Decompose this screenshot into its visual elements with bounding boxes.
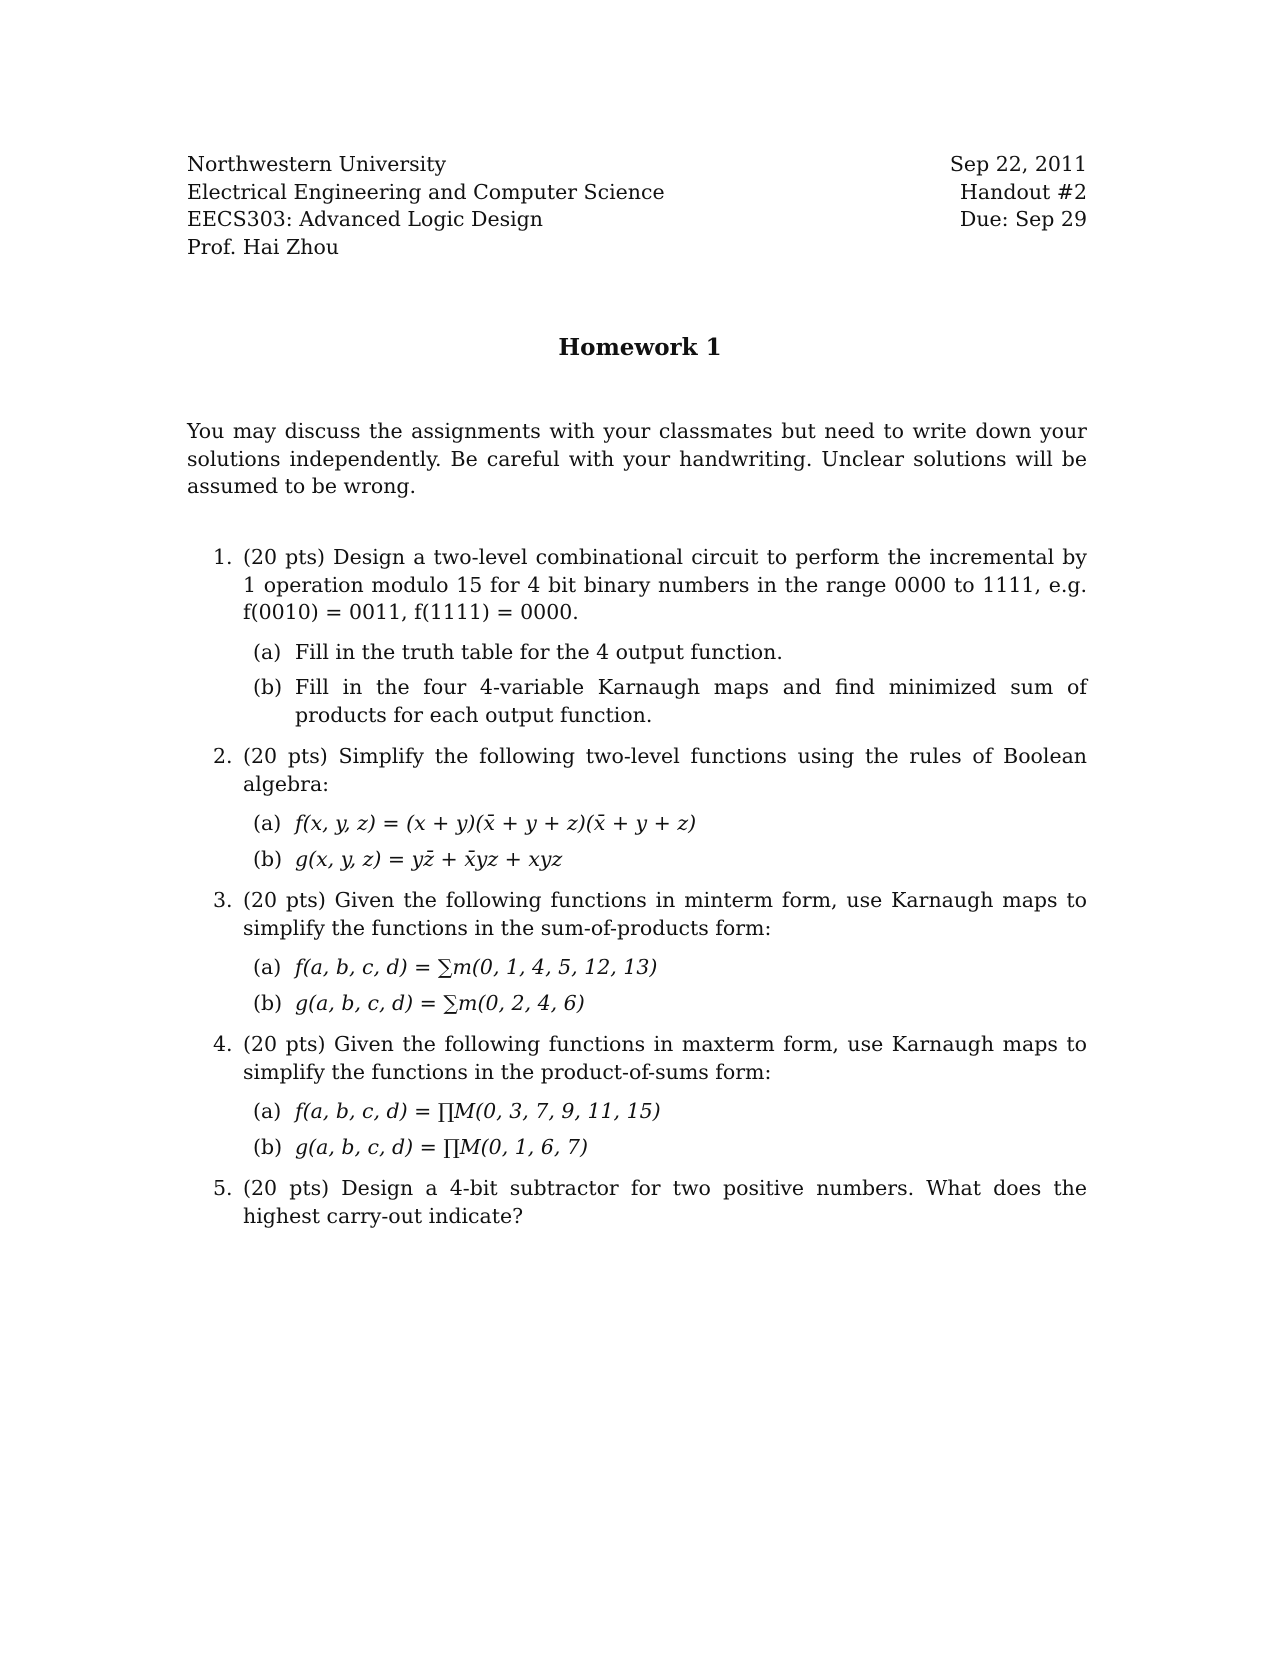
part-label: (b)	[253, 1134, 283, 1159]
problem-part	[243, 639, 1087, 667]
boolean-expression: g(x, y, z) = yz̄ + x̄yz + xyz	[295, 846, 563, 871]
problem-5	[187, 1175, 1087, 1230]
problem-number: 3.	[213, 888, 233, 912]
problem-part	[243, 990, 1087, 1018]
problem-4	[187, 1031, 1087, 1161]
problem-parts	[243, 639, 1087, 730]
problem-text: (20 pts) Given the following functions in maxterm form, use Karnaugh maps to simplify the functions in the product-of-sums form:	[243, 1032, 1087, 1084]
problem-1	[187, 544, 1087, 729]
problem-part	[243, 1134, 1087, 1162]
problem-number: 2.	[213, 744, 233, 768]
part-label: (b)	[253, 846, 283, 871]
intro-paragraph: You may discuss the assignments with your classmates but need to write down your solutions independently. Be careful with your handwriting. Unclear solutions will be assumed to be wrong.	[187, 419, 1087, 498]
minterm-expression: g(a, b, c, d) = ∑m(0, 2, 4, 6)	[295, 990, 585, 1015]
problem-part	[243, 954, 1087, 982]
part-label: (a)	[253, 1099, 282, 1123]
boolean-expression: f(x, y, z) = (x + y)(x̄ + y + z)(x̄ + y + z)	[295, 811, 697, 835]
problem-part	[243, 846, 1087, 874]
maxterm-expression: f(a, b, c, d) = ∏M(0, 3, 7, 9, 11, 15)	[295, 1099, 661, 1123]
part-label: (a)	[253, 811, 282, 835]
problem-text: (20 pts) Given the following functions in minterm form, use Karnaugh maps to simplify the functions in the sum-of-products form:	[243, 888, 1087, 940]
problem-number: 4.	[213, 1032, 233, 1056]
maxterm-expression: g(a, b, c, d) = ∏M(0, 1, 6, 7)	[295, 1134, 588, 1159]
part-label: (b)	[253, 675, 283, 699]
problem-part	[243, 1098, 1087, 1126]
problem-part	[243, 674, 1087, 729]
minterm-expression: f(a, b, c, d) = ∑m(0, 1, 4, 5, 12, 13)	[295, 955, 658, 979]
problem-3	[187, 887, 1087, 1017]
handout-number: Handout #2	[960, 179, 1087, 204]
part-label: (b)	[253, 990, 283, 1015]
university-name: Northwestern University	[187, 152, 447, 176]
part-label: (a)	[253, 639, 282, 664]
header-left	[187, 151, 665, 261]
department-name: Electrical Engineering and Computer Science	[187, 179, 665, 204]
problem-list	[187, 544, 1087, 1244]
issue-date: Sep 22, 2011	[949, 152, 1087, 176]
problem-2	[187, 743, 1087, 873]
problem-number: 5.	[213, 1176, 233, 1200]
problem-parts	[243, 954, 1087, 1017]
problem-number: 1.	[213, 545, 233, 569]
page-title: Homework 1	[558, 334, 722, 361]
problem-part	[243, 810, 1087, 838]
problem-text: (20 pts) Design a two-level combinational circuit to perform the incremental by 1 operation modulo 15 for 4 bit binary numbers in the range 0000 to 1111, e.g. f(0010) = 0011, f(1111) = 0000.	[243, 545, 1087, 624]
problem-text: (20 pts) Simplify the following two-level functions using the rules of Boolean algebra:	[243, 744, 1087, 796]
problem-parts	[243, 1098, 1087, 1161]
course-name: EECS303: Advanced Logic Design	[187, 207, 543, 231]
due-date: Due: Sep 29	[959, 207, 1087, 231]
part-label: (a)	[253, 955, 282, 979]
header-right	[950, 151, 1087, 234]
problem-text: (20 pts) Design a 4-bit subtractor for two positive numbers. What does the highest carry-out indicate?	[243, 1176, 1087, 1228]
problem-parts	[243, 810, 1087, 873]
professor-name: Prof. Hai Zhou	[187, 234, 339, 259]
part-text: Fill in the four 4-variable Karnaugh maps and find minimized sum of products for each output function.	[295, 675, 1087, 727]
part-text: Fill in the truth table for the 4 output function.	[295, 639, 783, 664]
